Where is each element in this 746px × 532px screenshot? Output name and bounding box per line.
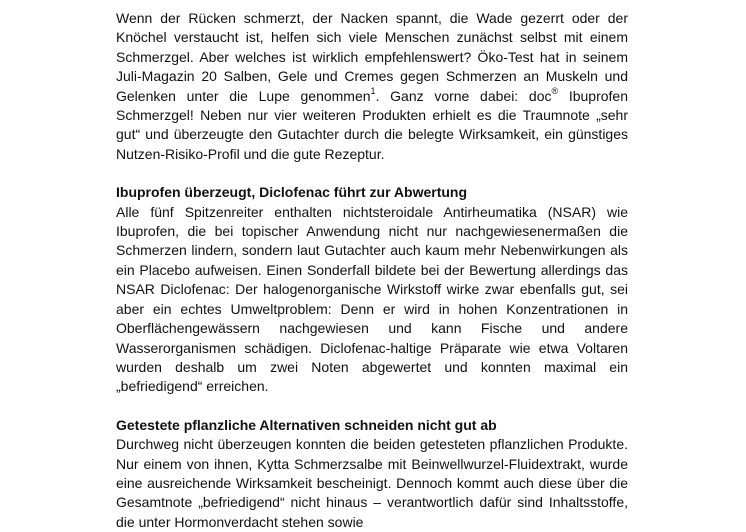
section1-heading: Ibuprofen überzeugt, Diclofenac führt zur Abwertung [116,184,468,201]
intro-paragraph [116,9,628,164]
section2-heading: Getestete pflanzliche Alternativen schneiden nicht gut ab [116,416,497,433]
paragraph-gap [116,164,628,183]
section2-body: Durchweg nicht überzeugen konnten die beiden getesteten pflanzlichen Produkte. Nur einem von ihnen, Kytta Schmerzsalbe mit Beinwellwurzel-Fluidextrakt, wurde eine ausreichende Wirksamkeit bescheinigt. Dennoch kommt auch diese über die Gesamtnote „befriedigend“ nicht hinaus – verantwortlich dafür sind Inhaltsstoffe, die unter Hormonverdacht stehen sowie [116,436,628,530]
document-page [116,9,628,532]
intro-text-part2: . Ganz vorne dabei: doc [375,87,552,104]
footnote-marker: 1 [370,85,376,96]
section1-body: Alle fünf Spitzenreiter enthalten nichtsteroidale Antirheumatika (NSAR) wie Ibuprofen, die bei topischer Anwendung nicht nur nachgewiesenermaßen die Schmerzen lindern, sondern laut Gutachter auch kaum mehr Nebenwirkungen als ein Placebo aufweisen. Einen Sonderfall bildete bei der Bewertung allerdings das NSAR Diclofenac: Der halogenorganische Wirkstoff wirke zwar ebenfalls gut, sei aber ein echtes Umweltproblem: Denn er wird in hohen Konzentrationen in Oberflächengewässern nachgewiesen und kann Fische und andere Wasserorganismen schädigen. Diclofenac-haltige Präparate wie etwa Voltaren wurden deshalb um zwei Noten abgewertet und konnten maximal ein „befriedigend“ erreichen. [116,203,628,395]
intro-text-part3: Ibuprofen Schmerzgel! Neben nur vier weiteren Produkten erhielt es die Traumnote „sehr gut“ und überzeugte den Gutachter durch die belegte Wirksamkeit, ein günstiges Nutzen-Risiko-Profil und die gute Rezeptur. [116,87,628,162]
intro-text-part1: Wenn der Rücken schmerzt, der Nacken spannt, die Wade gezerrt oder der Knöchel verstaucht ist, helfen sich viele Menschen zunächst selbst mit einem Schmerzgel. Aber welches ist wirklich empfehlenswert? Öko-Test hat in seinem Juli-Magazin 20 Salben, Gele und Cremes gegen Schmerzen an Muskeln und Gelenken unter die Lupe genommen [116,10,628,104]
registered-mark: ® [551,85,559,96]
paragraph-gap [116,397,628,416]
